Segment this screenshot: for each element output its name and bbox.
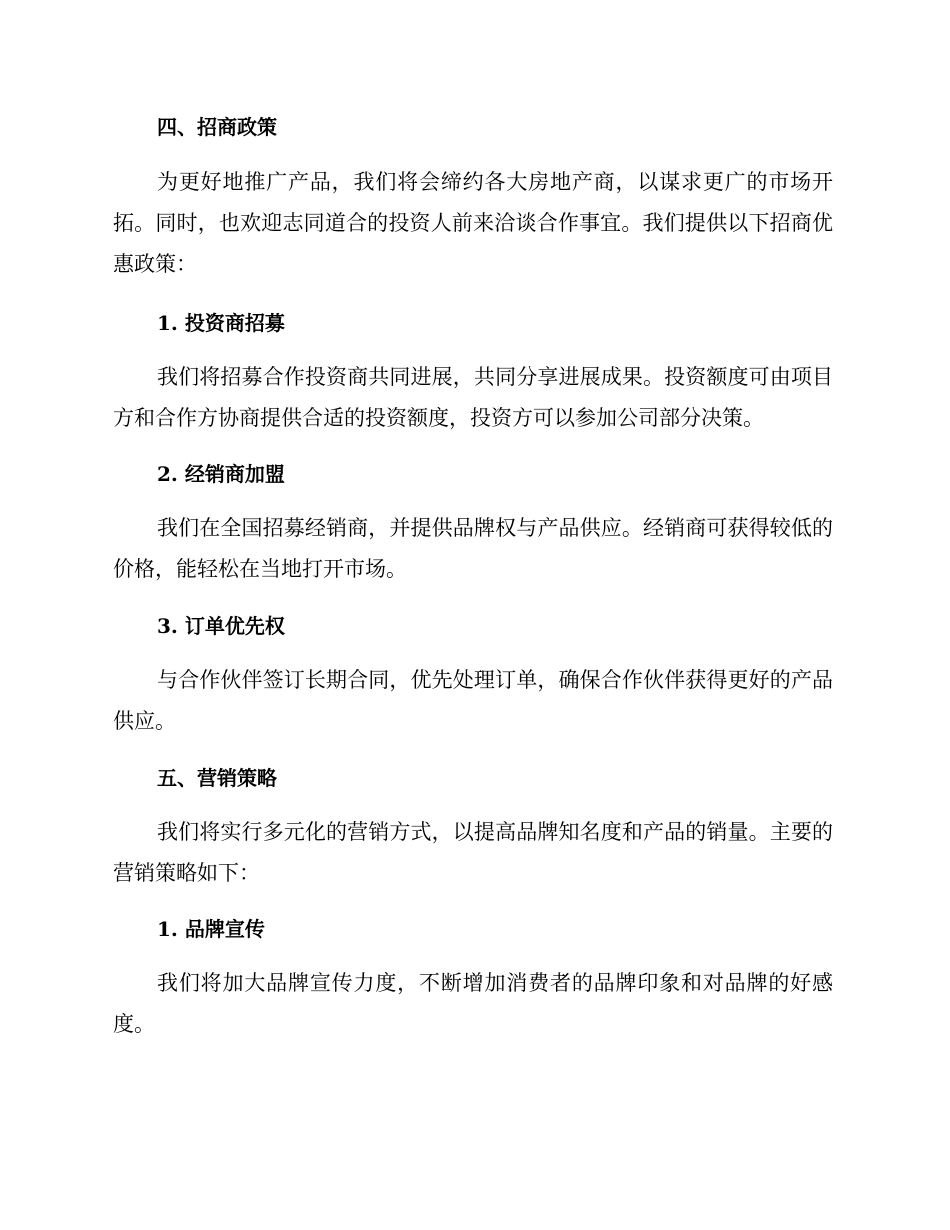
section-4-heading: 四、招商政策: [157, 115, 277, 139]
section-4-item-2-body: 我们在全国招募经销商，并提供品牌权与产品供应。经销商可获得较低的价格，能轻松在当地打开市场。: [113, 516, 833, 581]
section-4-item-1-heading: 1. 投资商招募: [157, 311, 285, 335]
section-5-intro: 我们将实行多元化的营销方式，以提高品牌知名度和产品的销量。主要的营销策略如下：: [113, 820, 833, 885]
section-4-item-1-body: 我们将招募合作投资商共同进展，共同分享进展成果。投资额度可由项目方和合作方协商提供合适的投资额度，投资方可以参加公司部分决策。: [113, 365, 833, 430]
section-5-item-1-body: 我们将加大品牌宣传力度，不断增加消费者的品牌印象和对品牌的好感度。: [113, 971, 833, 1036]
section-5-heading: 五、营销策略: [157, 766, 277, 790]
section-4-item-3-heading: 3. 订单优先权: [157, 614, 285, 638]
section-5-item-1-heading: 1. 品牌宣传: [157, 917, 265, 941]
section-4-item-2-heading: 2. 经销商加盟: [157, 462, 285, 486]
section-4-intro: 为更好地推广产品，我们将会缔约各大房地产商，以谋求更广的市场开拓。同时，也欢迎志同道合的投资人前来洽谈合作事宜。我们提供以下招商优惠政策：: [113, 170, 833, 276]
section-4-item-3-body: 与合作伙伴签订长期合同，优先处理订单，确保合作伙伴获得更好的产品供应。: [113, 668, 833, 733]
